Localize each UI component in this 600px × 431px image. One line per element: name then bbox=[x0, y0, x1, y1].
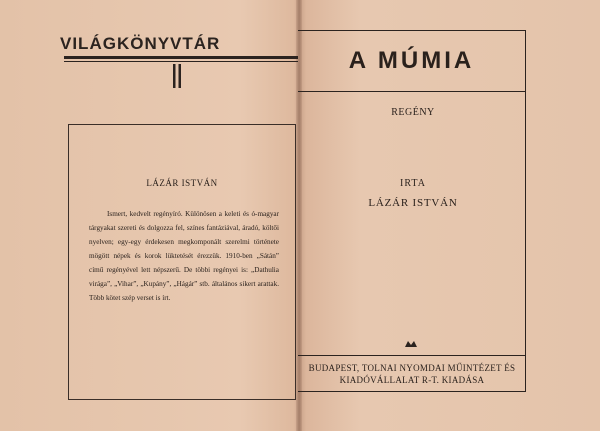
author-info-box bbox=[68, 124, 296, 400]
series-rule-thin bbox=[64, 61, 298, 62]
publisher-imprint: BUDAPEST, TOLNAI NYOMDAI MŰINTÉZET ÉS KIADÓVÁLLALAT R-T. KIADÁSA bbox=[308, 363, 516, 385]
publisher-box bbox=[298, 355, 526, 392]
author-name: LÁZÁR ISTVÁN bbox=[368, 197, 458, 209]
by-label: IRTA bbox=[400, 178, 426, 189]
double-bar-ornament-icon bbox=[170, 64, 184, 88]
author-biography-text: Ismert, kedvelt regényíró. Különösen a keleti és ó-magyar tárgyakat szereti és dolgozza fel, színes fantáziával, áradó, költői nyelven; egy-egy érdekesen megkomponált szerelmi története mögött népek és korok lüktetését érezzük. 1910-ben „Sátán” című regényével lett népszerű. De többi regényei is: „Dathulia virága”, „Vihar”, „Kupány”, „Hágár” stb. általános sikert arattak. Több kötet szép verset is írt. bbox=[89, 210, 279, 302]
info-author-name: LÁZÁR ISTVÁN bbox=[146, 178, 218, 188]
genre-label: REGÉNY bbox=[391, 107, 435, 118]
series-rule-thick bbox=[64, 56, 298, 59]
book-title: A MÚMIA bbox=[348, 47, 475, 74]
series-title: VILÁGKÖNYVTÁR bbox=[60, 34, 221, 53]
title-box bbox=[298, 30, 526, 92]
publisher-logo-icon bbox=[404, 339, 418, 349]
